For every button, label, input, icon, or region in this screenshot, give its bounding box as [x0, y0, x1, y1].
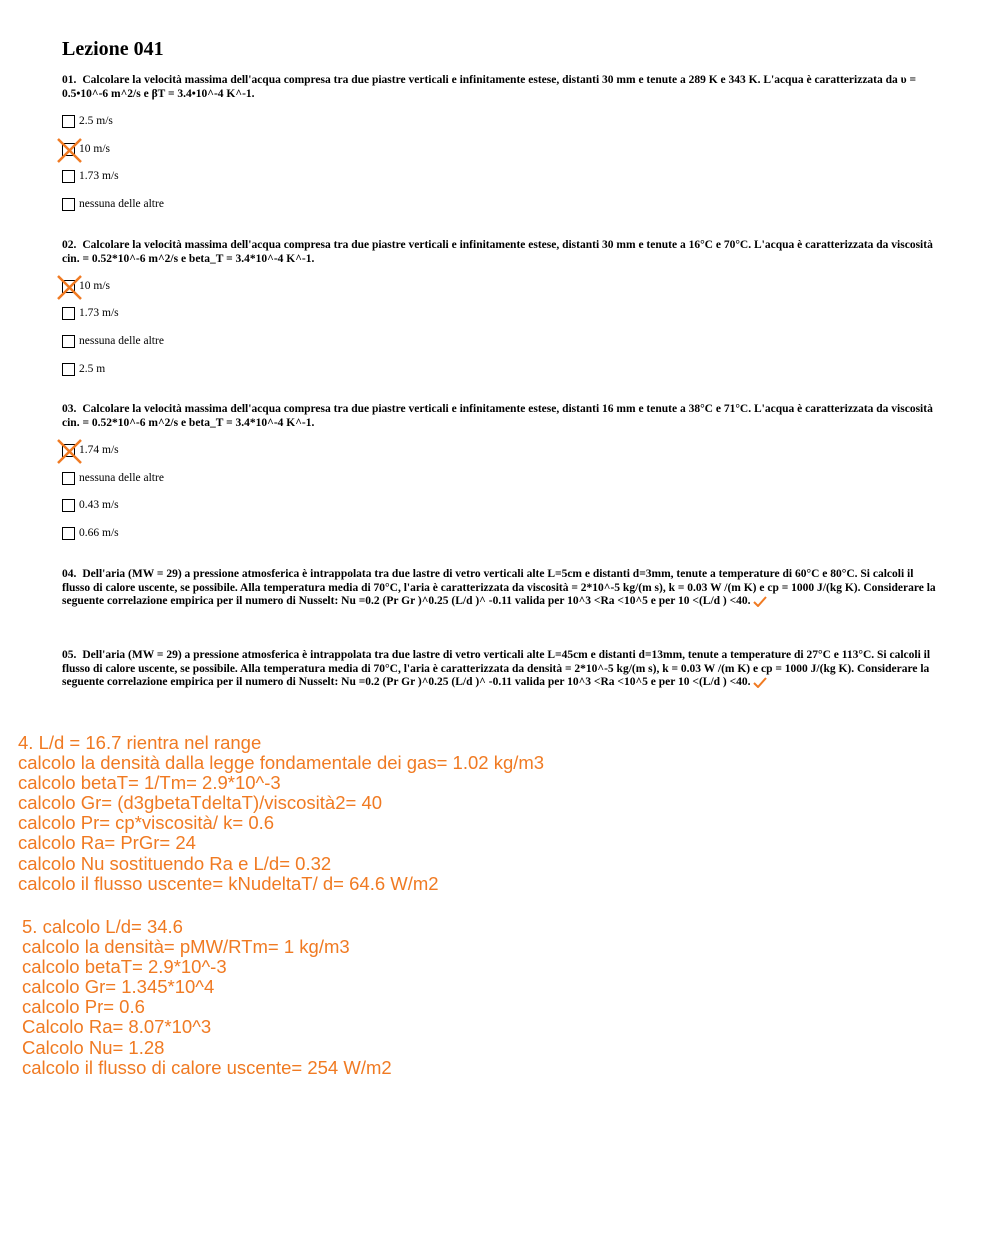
option-q3-a[interactable]	[62, 442, 119, 458]
option-q1-d[interactable]	[62, 196, 164, 212]
question-number: 05.	[62, 649, 77, 661]
note-line: 4. L/d = 16.7 rientra nel range	[18, 732, 262, 753]
option-q1-c[interactable]	[62, 168, 119, 184]
checkbox-marked[interactable]	[62, 444, 75, 457]
question-01	[62, 74, 942, 101]
option-q3-b[interactable]	[62, 470, 164, 486]
checkbox[interactable]	[62, 115, 75, 128]
solution-notes-q5	[22, 917, 392, 1078]
option-label: 0.66 m/s	[79, 527, 119, 539]
checkbox[interactable]	[62, 499, 75, 512]
note-line: calcolo Gr= (d3gbetaTdeltaT)/viscosità2= 40	[18, 792, 383, 814]
note-line: calcolo il flusso uscente= kNudeltaT/ d= 64.6 W/m2	[18, 872, 439, 894]
solution-notes-q4	[18, 733, 544, 894]
note-line: calcolo la densità= pMW/RTm= 1 kg/m3	[22, 936, 350, 958]
question-text: Dell'aria (MW = 29) a pressione atmosferica è intrappolata tra due lastre di vetro verticali alte L=5cm e distanti d=3mm, tenute a temperature di 60°C e 80°C. Si calcoli il flusso di calore uscente, se possibile. Alla temperatura media di 70°C, l'aria è caratterizzata da viscosità = 2*10^-5 kg/(m s), k = 0.03 W /(m K) e cp = 1000 J/(kg K). Considerare la seguente correlazione empirica per il numero di Nusselt: Nu =0.2 (Pr Gr )^0.25 (L/d )^ -0.11 valida per 10^3 <Ra <10^5 e per 10 <(L/d ) <40.	[62, 568, 936, 608]
note-line: calcolo il flusso di calore uscente= 254 W/m2	[22, 1056, 392, 1078]
checkbox[interactable]	[62, 335, 75, 348]
option-q3-c[interactable]	[62, 497, 119, 513]
option-label: 10 m/s	[79, 143, 110, 155]
note-line: Calcolo Nu= 1.28	[22, 1036, 165, 1058]
checkbox[interactable]	[62, 307, 75, 320]
question-text: Calcolare la velocità massima dell'acqua compresa tra due piastre verticali e infinitamente estese, distanti 30 mm e tenute a 289 K e 343 K. L'acqua è caratterizzata da υ = 0.5•10^-6 m^2/s e βT = 3.4•10^-4 K^-1.	[62, 74, 917, 100]
option-label: 1.73 m/s	[79, 307, 119, 319]
question-03	[62, 403, 942, 430]
checkbox-marked[interactable]	[62, 280, 75, 293]
option-label: 0.43 m/s	[79, 499, 119, 511]
question-02	[62, 239, 942, 266]
note-line: calcolo Nu sostituendo Ra e L/d= 0.32	[18, 852, 332, 874]
checkmark-icon	[753, 596, 767, 607]
x-mark-icon	[57, 275, 82, 300]
option-q3-d[interactable]	[62, 525, 119, 541]
option-label: 2.5 m/s	[79, 115, 113, 127]
note-line: calcolo Ra= PrGr= 24	[18, 832, 196, 854]
option-q2-b[interactable]	[62, 305, 119, 321]
question-number: 03.	[62, 403, 77, 415]
question-04	[62, 568, 942, 609]
note-line: Calcolo Ra= 8.07*10^3	[22, 1016, 212, 1038]
question-05	[62, 649, 942, 690]
note-line: calcolo Gr= 1.345*10^4	[22, 976, 215, 998]
x-mark-icon	[57, 439, 82, 464]
checkmark-icon	[753, 677, 767, 688]
option-q2-c[interactable]	[62, 333, 164, 349]
checkbox[interactable]	[62, 363, 75, 376]
x-mark-icon	[57, 138, 82, 163]
option-label: 1.74 m/s	[79, 444, 119, 456]
option-label: nessuna delle altre	[79, 472, 164, 484]
option-label: 10 m/s	[79, 280, 110, 292]
note-line: calcolo Pr= 0.6	[22, 996, 145, 1018]
question-number: 04.	[62, 568, 77, 580]
option-q1-b[interactable]	[62, 141, 110, 157]
note-line: calcolo betaT= 2.9*10^-3	[22, 956, 227, 978]
note-line: calcolo Pr= cp*viscosità/ k= 0.6	[18, 812, 275, 834]
checkbox[interactable]	[62, 472, 75, 485]
option-q2-a[interactable]	[62, 278, 110, 294]
question-number: 01.	[62, 74, 77, 86]
checkbox[interactable]	[62, 170, 75, 183]
option-q2-d[interactable]	[62, 361, 105, 377]
option-label: 2.5 m	[79, 363, 106, 375]
checkbox[interactable]	[62, 198, 75, 211]
question-text: Calcolare la velocità massima dell'acqua compresa tra due piastre verticali e infinitamente estese, distanti 30 mm e tenute a 16°C e 70°C. L'acqua è caratterizzata da viscosità cin. = 0.52*10^-6 m^2/s e beta_T = 3.4*10^-4 K^-1.	[62, 239, 933, 265]
question-text: Dell'aria (MW = 29) a pressione atmosferica è intrappolata tra due lastre di vetro verticali alte L=45cm e distanti d=13mm, tenute a temperature di 27°C e 113°C. Si calcoli il flusso di calore uscente, se possibile. Alla temperatura media di 70°C, l'aria è caratterizzata da densità = 2*10^-5 kg/(m s), k = 0.03 W /(m K) e cp = 1000 J/(kg K). Considerare la seguente correlazione empirica per il numero di Nusselt: Nu =0.2 (Pr Gr )^0.25 (L/d )^ -0.11 valida per 10^3 <Ra <10^5 e per 10 <(L/d ) <40.	[62, 649, 931, 689]
option-q1-a[interactable]	[62, 113, 113, 129]
note-line: calcolo la densità dalla legge fondamentale dei gas= 1.02 kg/m3	[18, 752, 545, 774]
question-text: Calcolare la velocità massima dell'acqua compresa tra due piastre verticali e infinitamente estese, distanti 16 mm e tenute a 38°C e 71°C. L'acqua è caratterizzata da viscosità cin. = 0.52*10^-6 m^2/s e beta_T = 3.4*10^-4 K^-1.	[62, 403, 933, 429]
page-title: Lezione 041	[62, 38, 164, 60]
checkbox-marked[interactable]	[62, 143, 75, 156]
option-label: nessuna delle altre	[79, 335, 164, 347]
note-line: 5. calcolo L/d= 34.6	[22, 916, 183, 937]
note-line: calcolo betaT= 1/Tm= 2.9*10^-3	[18, 772, 281, 794]
question-number: 02.	[62, 239, 77, 251]
checkbox[interactable]	[62, 527, 75, 540]
option-label: nessuna delle altre	[79, 198, 164, 210]
option-label: 1.73 m/s	[79, 170, 119, 182]
